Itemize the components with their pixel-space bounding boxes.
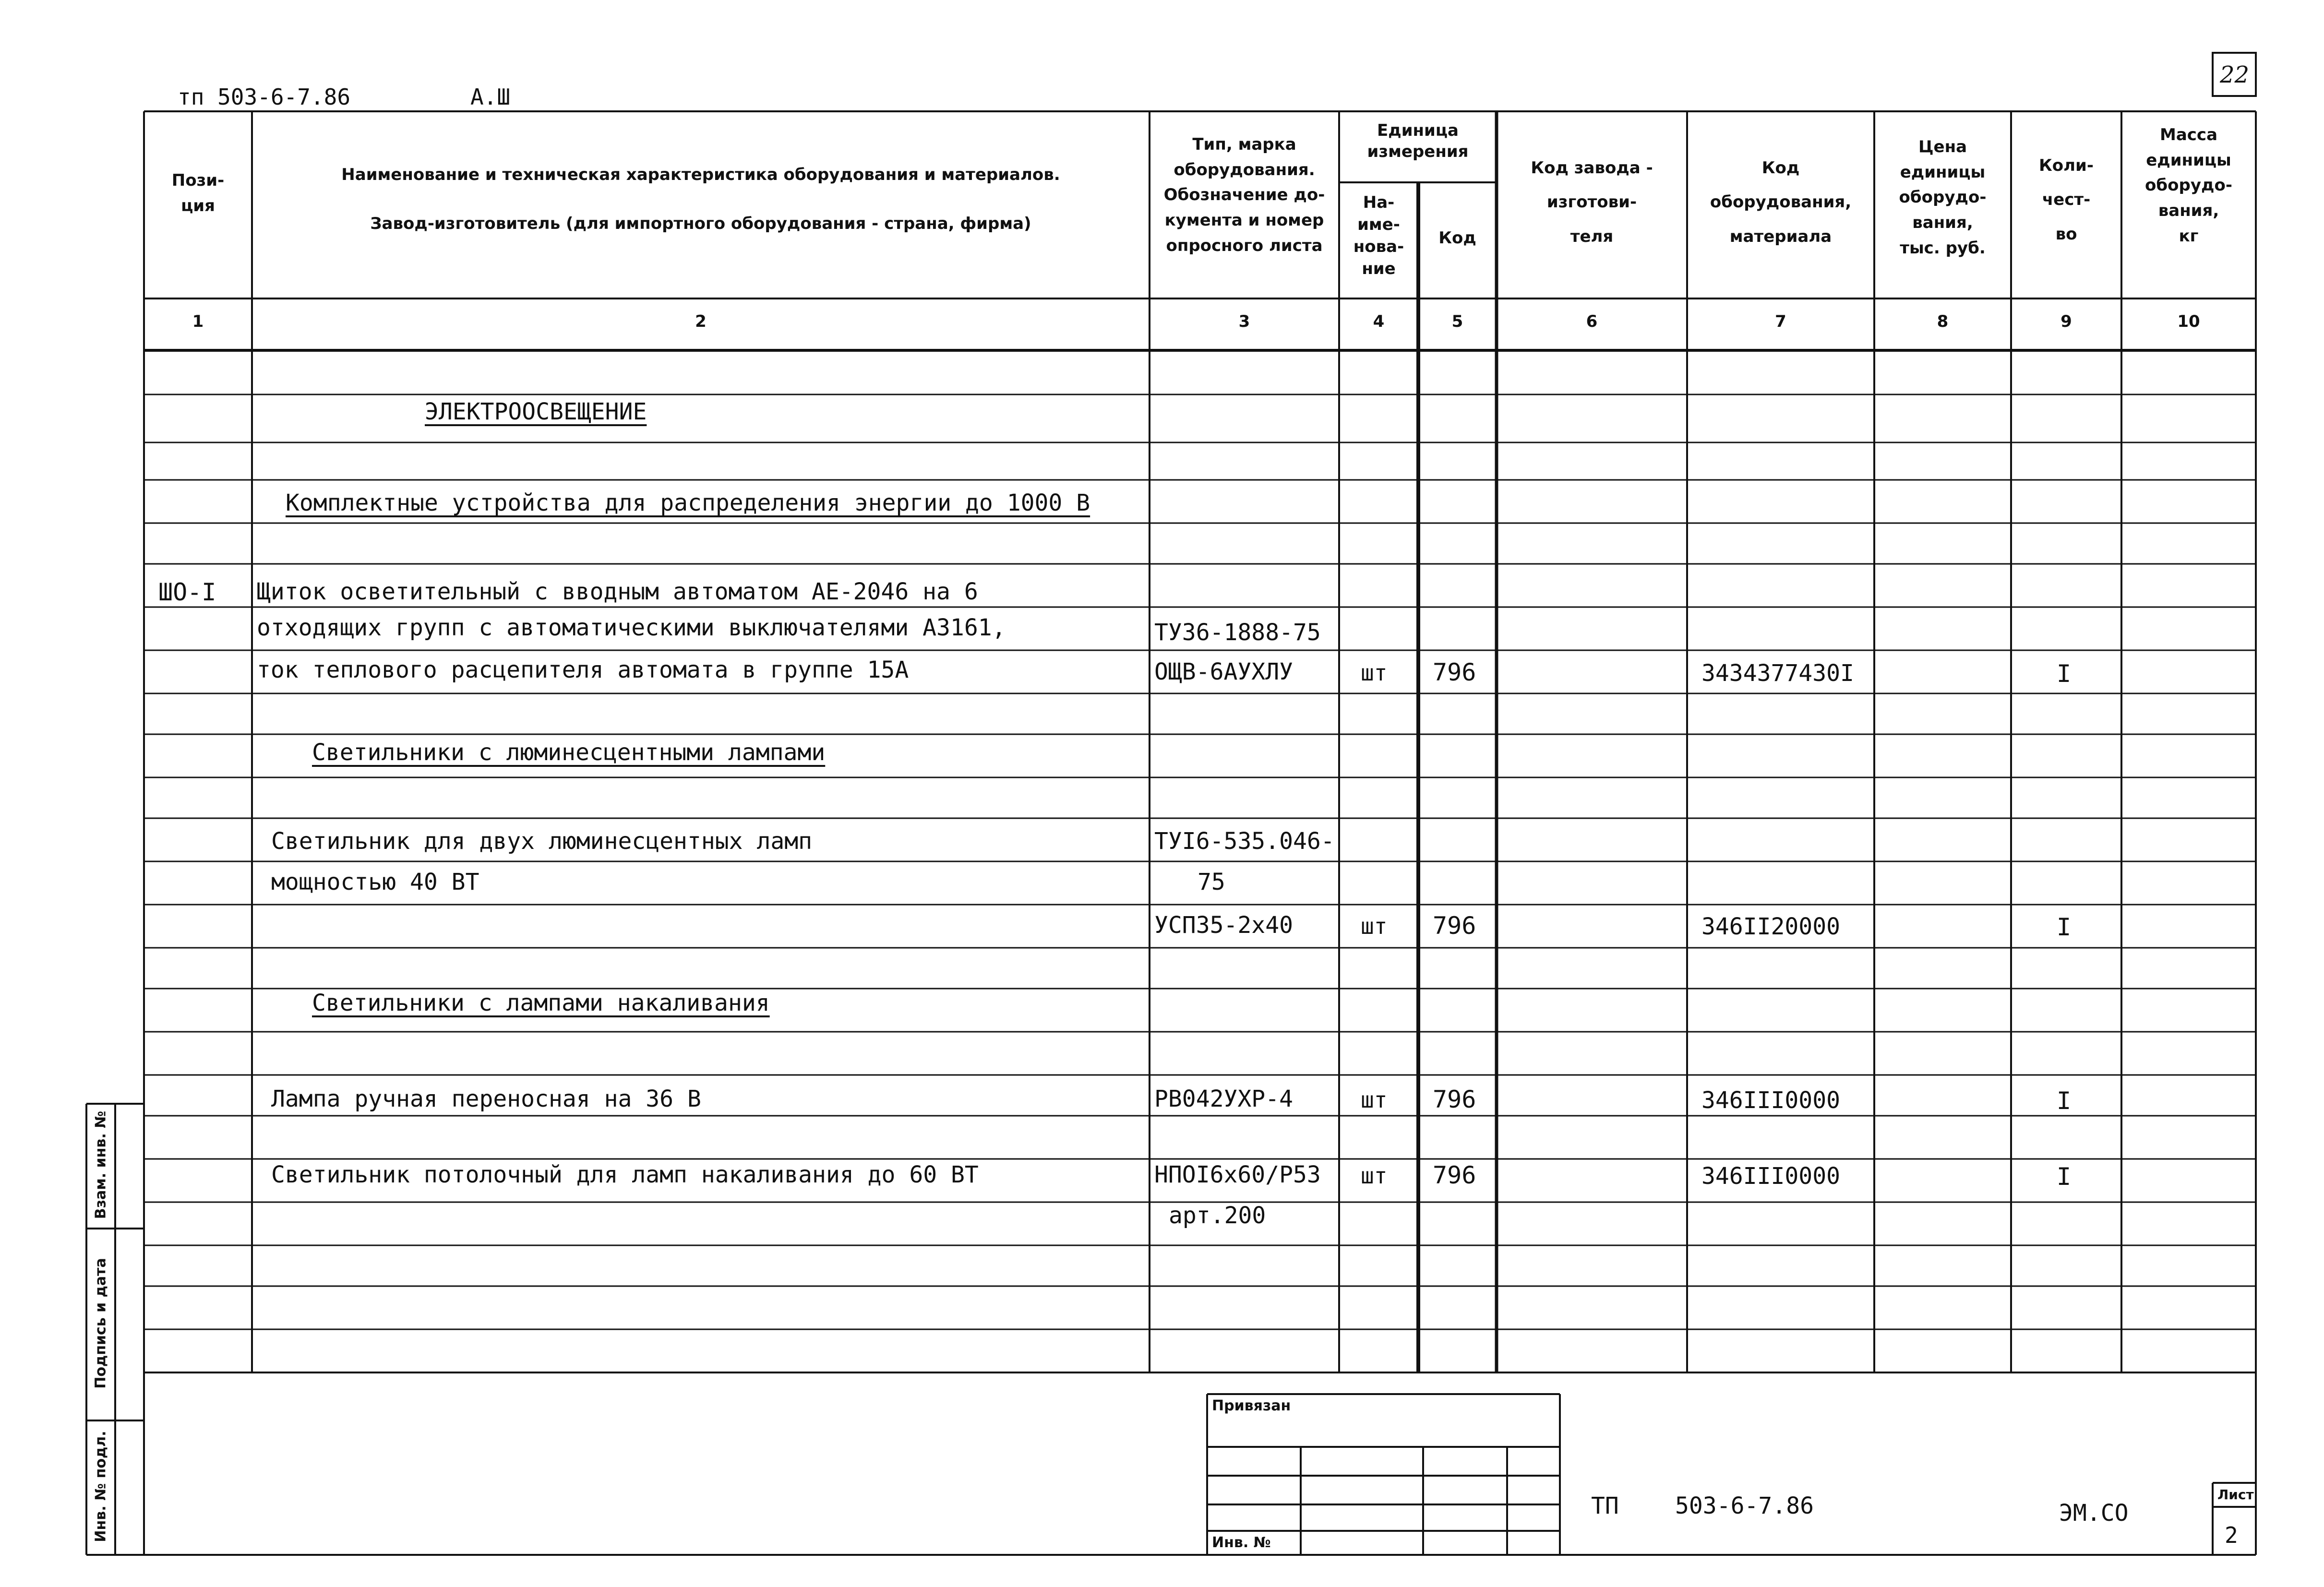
- col-number: 2: [695, 312, 707, 331]
- item3-type-mark: РВ042УХР-4: [1154, 1086, 1293, 1112]
- header-price: Цена единицы оборудо- вания, тыс. руб.: [1899, 137, 1987, 258]
- item4-type-art: арт.200: [1169, 1202, 1266, 1229]
- item1-unit-code: 796: [1433, 658, 1476, 686]
- header-unit-code: Код: [1438, 228, 1476, 248]
- item4-equipment-code: 346III0000: [1701, 1163, 1840, 1190]
- item1-type-doc: ТУ36-1888-75: [1154, 619, 1321, 646]
- stamp-sheet-label: Лист: [2217, 1487, 2254, 1503]
- col-number: 5: [1451, 312, 1463, 331]
- section-title: ЭЛЕКТРООСВЕЩЕНИЕ: [425, 398, 647, 425]
- margin-vzam-inv: Взам. инв. №: [92, 1110, 109, 1219]
- item2-name-line1: Светильник для двух люминесцентных ламп: [271, 828, 813, 855]
- item2-type-doc: ТУI6-535.046-: [1154, 828, 1335, 855]
- item1-unit: шт: [1361, 660, 1388, 686]
- item1-name-line3: ток теплового расцепителя автомата в группе 15А: [257, 656, 909, 683]
- item2-type-doc-cont: 75: [1198, 869, 1225, 895]
- doc-reference: тп 503-6-7.86: [178, 84, 351, 110]
- col-number: 7: [1775, 312, 1786, 331]
- item4-unit: шт: [1361, 1163, 1388, 1189]
- item1-name-line2: отходящих групп с автоматическими выключателями А3161,: [257, 614, 1006, 641]
- item3-unit: шт: [1361, 1087, 1388, 1113]
- header-unit-name: На- име- нова- ние: [1353, 193, 1404, 278]
- header-name-line2: Завод-изготовитель (для импортного оборудования - страна, фирма): [370, 214, 1031, 233]
- stamp-doc-type: ТП: [1591, 1492, 1619, 1519]
- item2-type-mark: УСП35-2х40: [1154, 912, 1293, 939]
- stamp-privyazan: Привязан: [1212, 1397, 1291, 1414]
- item1-position: ШО-I: [158, 578, 216, 606]
- header-position: Пози- ция: [171, 171, 225, 215]
- album-label: А.Ш: [470, 84, 511, 110]
- item1-name-line1: Щиток осветительный с вводным автоматом АЕ-2046 на 6: [257, 578, 978, 605]
- item3-quantity: I: [2057, 1087, 2072, 1115]
- col-number: 4: [1373, 312, 1385, 331]
- margin-podpis-data: Подпись и дата: [92, 1258, 109, 1389]
- item4-quantity: I: [2057, 1163, 2072, 1191]
- col-number: 3: [1238, 312, 1250, 331]
- item3-unit-code: 796: [1433, 1086, 1476, 1113]
- item1-type-mark: ОЩВ-6АУХЛУ: [1154, 658, 1293, 685]
- item4-name: Светильник потолочный для ламп накаливания до 60 ВТ: [271, 1161, 979, 1188]
- item2-unit-code: 796: [1433, 912, 1476, 940]
- stamp-sheet-number: 2: [2225, 1522, 2238, 1548]
- item2-unit: шт: [1361, 913, 1388, 939]
- item2-quantity: I: [2057, 913, 2072, 941]
- item3-name: Лампа ручная переносная на 36 В: [271, 1086, 701, 1112]
- stamp-doc-number: 503-6-7.86: [1675, 1492, 1814, 1519]
- header-maker-code: Код завода - изготови- теля: [1531, 158, 1653, 246]
- item4-unit-code: 796: [1433, 1161, 1476, 1189]
- col-number: 9: [2060, 312, 2072, 331]
- subsection-incandescent: Светильники с лампами накаливания: [312, 990, 770, 1016]
- header-quantity: Коли- чест- во: [2039, 156, 2094, 244]
- item1-equipment-code: 3434377430I: [1701, 660, 1854, 687]
- col-number: 6: [1586, 312, 1598, 331]
- stamp-inv-no: Инв. №: [1212, 1534, 1271, 1551]
- item2-name-line2: мощностью 40 ВТ: [271, 869, 479, 895]
- item1-quantity: I: [2057, 660, 2072, 688]
- corner-page-number: 22: [2220, 61, 2250, 88]
- header-unit-group: Единица измерения: [1367, 121, 1469, 162]
- stamp-doc-code: ЭМ.СО: [2059, 1500, 2129, 1527]
- col-number: 1: [192, 312, 204, 331]
- header-mass: Масса единицы оборудо- вания, кг: [2145, 125, 2232, 246]
- header-type: Тип, марка оборудования. Обозначение до- кумента и номер опросного листа: [1163, 135, 1325, 255]
- subsection-fluorescent: Светильники с люминесцентными лампами: [312, 739, 826, 766]
- col-number: 8: [1937, 312, 1949, 331]
- item4-type-mark: НПОI6х60/Р53: [1154, 1161, 1321, 1188]
- item3-equipment-code: 346III0000: [1701, 1087, 1840, 1114]
- subsection-distribution: Комплектные устройства для распределения энергии до 1000 В: [286, 489, 1090, 516]
- header-equipment-code: Код оборудования, материала: [1710, 158, 1852, 246]
- item2-equipment-code: 346II20000: [1701, 913, 1840, 940]
- margin-inv-podl: Инв. № подл.: [92, 1431, 109, 1542]
- header-name-line1: Наименование и техническая характеристика оборудования и материалов.: [341, 165, 1060, 184]
- col-number: 10: [2177, 312, 2200, 331]
